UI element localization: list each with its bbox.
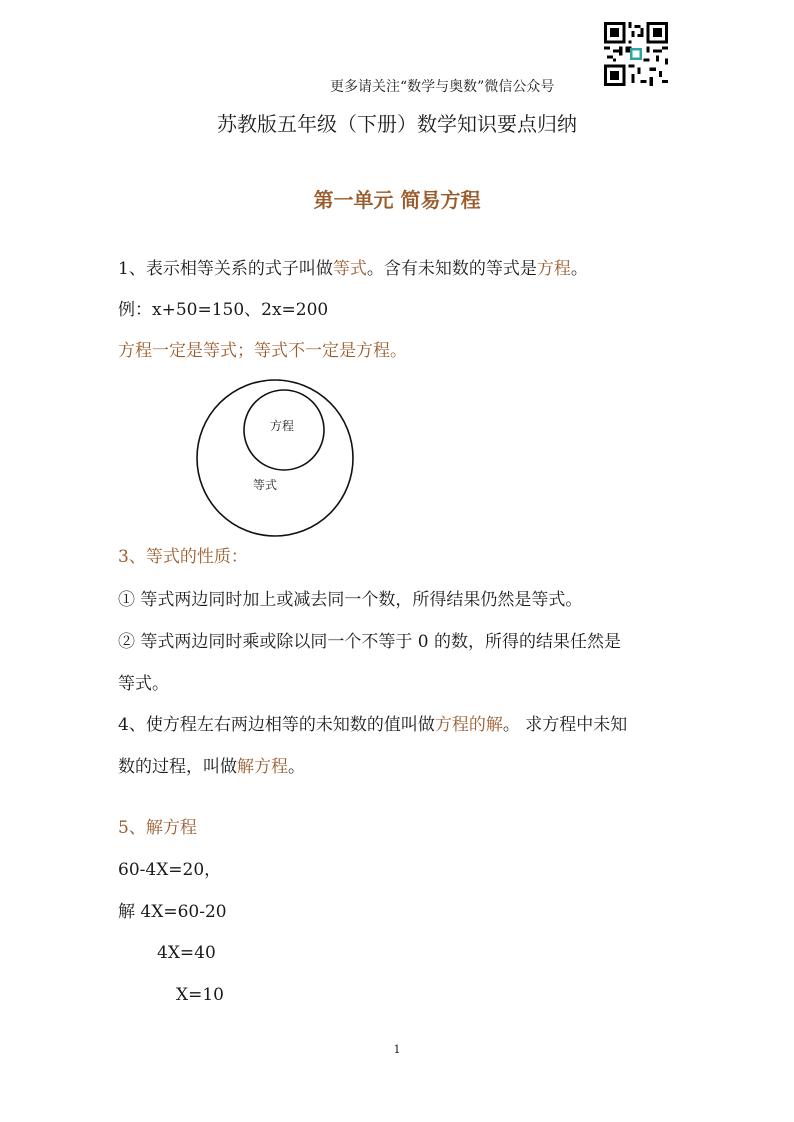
- point-1-middle: 。含有未知数的等式是: [366, 259, 537, 279]
- term-solution: 方程的解: [434, 715, 503, 735]
- term-equation: 方程: [536, 259, 571, 279]
- equation-equality-venn-diagram: [190, 378, 370, 538]
- point-4-middle: 。 求方程中未知: [502, 715, 628, 735]
- example-equation: 60-4X=20，: [118, 860, 222, 880]
- unit-title: 第一单元 简易方程: [313, 188, 481, 212]
- outer-circle-equality: [197, 380, 353, 536]
- point-3-heading: 3、等式的性质：: [118, 547, 248, 567]
- solution-step-3: X=10: [176, 985, 224, 1005]
- example-line: 例：x+50=150、2x=200: [118, 300, 329, 320]
- qr-code-icon: [604, 22, 668, 86]
- point-4-line-2-prefix: 数的过程，叫做: [118, 757, 237, 777]
- point-3-item-2-line-1: ② 等式两边同时乘或除以同一个不等于 0 的数，所得的结果任然是: [118, 632, 622, 652]
- point-4-suffix: 。: [288, 757, 305, 777]
- point-3-item-2-line-2: 等式。: [118, 674, 169, 694]
- point-4-prefix: 4、使方程左右两边相等的未知数的值叫做: [118, 715, 435, 735]
- outer-label: 等式: [253, 478, 278, 492]
- wechat-account-note: 更多请关注“数学与奥数”微信公众号: [330, 79, 555, 95]
- point-5-heading: 5、解方程: [118, 818, 197, 838]
- solution-step-2: 4X=40: [157, 943, 216, 963]
- point-1-prefix: 1、表示相等关系的式子叫做: [118, 259, 333, 279]
- point-4-line-1: [118, 714, 627, 736]
- relation-statement: 方程一定是等式；等式不一定是方程。: [118, 341, 407, 361]
- page-number: 1: [393, 1043, 401, 1056]
- solution-step-1: 解 4X=60-20: [118, 902, 227, 922]
- document-title: 苏教版五年级（下册）数学知识要点归纳: [217, 112, 577, 136]
- point-1: [118, 258, 588, 280]
- inner-label: 方程: [270, 419, 295, 433]
- point-4-line-2: [118, 756, 305, 778]
- point-1-suffix: 。: [570, 259, 588, 279]
- point-3-item-1: ① 等式两边同时加上或减去同一个数，所得结果仍然是等式。: [118, 590, 583, 610]
- term-equality: 等式: [332, 259, 367, 279]
- term-solving-equation: 解方程: [237, 757, 288, 777]
